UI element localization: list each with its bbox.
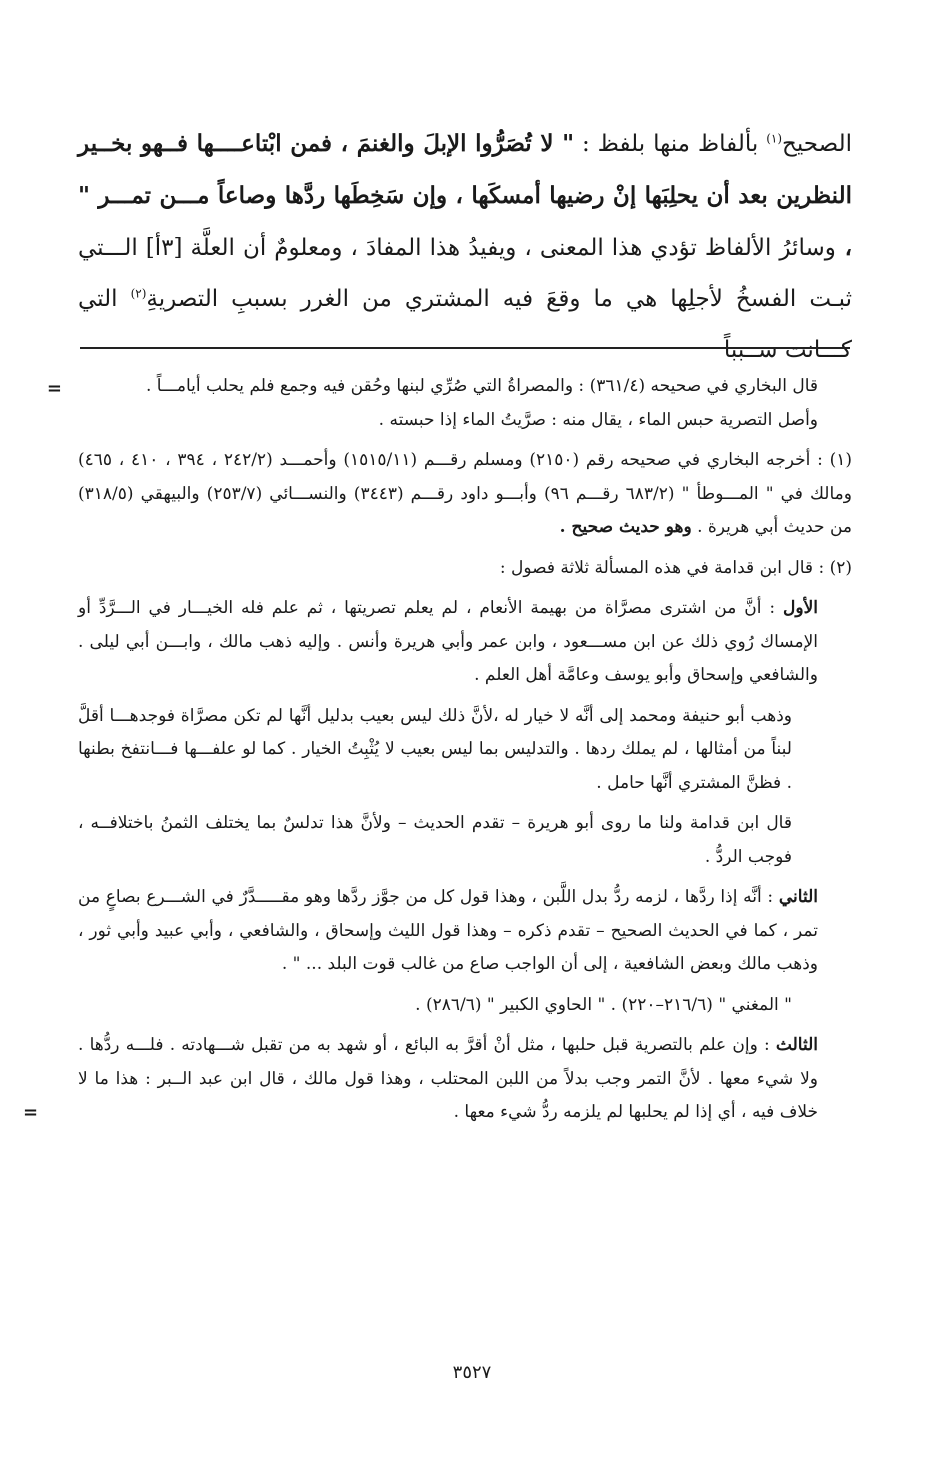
page-number: ٣٥٢٧	[452, 1362, 492, 1383]
footnote-separator	[80, 347, 850, 349]
footnote-2-citation: " المغني " (٢١٦/٦–٢٢٠) . " الحاوي الكبير " (٢٨٦/٦) .	[415, 994, 792, 1015]
footnote-2-paragraph: وذهب أبو حنيفة ومحمد إلى أنَّه لا خيار له ،لأنَّ ذلك ليس بعيب بدليل أنَّها لم تكن مصرَّاة فوجدهـــا أقلَّ لبناً من أمثالها ، لم يملك ردها . والتدليس بما ليس بعيب لا يُثْبِتُ الخيار . كما لو علفـــها فـــانتفخ بطنها . فظنَّ المشتري أنَّها حامل .	[78, 705, 792, 793]
main-text-intro: بألفاظ منها بلفظ :	[574, 131, 767, 157]
footnote-2-paragraph: قال ابن قدامة ولنا ما روى أبو هريرة – تقدم الحديث – ولأنَّ هذا تدلسٌ بما يختلف الثمنُ باختلافــه ، فوجب الردُّ .	[78, 813, 792, 867]
footnote-2-text: قال ابن قدامة في هذه المسألة ثلاثة فصول :	[499, 557, 814, 578]
footnote-2-label: (٢) :	[813, 557, 852, 578]
section-heading-first: الأول	[783, 598, 818, 618]
footnotes	[23, 370, 853, 1137]
hadith-quote: " لا تُصَرُّوا الإبلَ والغنمَ ، فمن ابْتاعــــها فــهو بخــير النظرين بعد أن يحلِبَها إنْ رضيها أمسكَها ، وإن سَخِطَها ردَّها وصاعاً مـــن تمـــر " ،	[78, 130, 852, 261]
footnote-ref-1[interactable]: (١)	[766, 131, 783, 146]
section-heading-second: الثاني	[778, 887, 818, 907]
main-text	[78, 118, 852, 376]
section-text-second: : أنَّه إذا ردَّها ، لزمه ردُّ بدل اللَّبن ، وهذا قول كل من جوَّز ردَّها وهو مقـــــدَّرٌ في الشـــرع بصاعٍ من تمر ، كما في الحديث الصحيح – تقدم ذكره – وهذا قول الليث وإسحاق ، والشافعي ، وأبي عبيد وأبي ثور ، وذهب مالك وبعض الشافعية ، إلى أن الواجب صاع من غالب قوت البلد ... " .	[78, 887, 818, 974]
continuation-mark: =	[46, 378, 62, 399]
footnote-2	[78, 552, 852, 586]
continued-footnote	[46, 370, 852, 437]
main-text-start: الصحيح	[782, 131, 852, 157]
continued-footnote-line: وأصل التصرية حبس الماء ، يقال منه : صرَّيتُ الماء إذا حبسته .	[378, 409, 818, 430]
main-text-body: وسائرُ الألفاظ تؤدي هذا المعنى ، ويفيدُ هذا المفادَ ، ومعلومٌ أن العلَّة [٣أ] الـــتي ثبـت الفسخُ لأجلِها هي ما وقعَ فيه المشتري من الغرر بسببِ التصريةِ	[78, 235, 852, 312]
footnote-ref-2[interactable]: (٢)	[130, 286, 147, 301]
footnote-2-section-first	[78, 592, 852, 693]
continued-footnote-line: قال البخاري في صحيحه (٣٦١/٤) : والمصراةُ التي صُرِّي لبنها وحُقن فيه وجمع فلم يحلب أيامـــاً .	[145, 376, 818, 396]
footnote-1-label: (١) :	[810, 450, 853, 470]
main-paragraph	[78, 118, 852, 376]
footnote-1	[78, 444, 852, 545]
section-text-first: : أنَّ من اشترى مصرَّاة من بهيمة الأنعام ، لم يعلم تصريتها ، ثم علم فله الخيـــار في الـــرَّدِّ أو الإمساك رُوي ذلك عن ابن مســـعود ، وابن عمر وأبي هريرة وأنس . وإليه ذهب مالك ، وابـــن أبي ليلى . والشافعي وإسحاق وأبو يوسف وعامَّة أهل العلم .	[78, 598, 818, 685]
footnote-2-section-third	[23, 1029, 852, 1130]
footnote-1-grading: وهو حديث صحيح .	[559, 517, 692, 537]
main-text-end: التي كـــانت ســبباً	[78, 286, 852, 363]
section-heading-third: الثالث	[775, 1035, 818, 1055]
footnote-1-text: أخرجه البخاري في صحيحه رقم (٢١٥٠) ومسلم رقـــم (١٥١٥/١١) وأحمـــد (٢٤٢/٢ ، ٣٩٤ ، ٤١٠ ، ٤٦٥) ومالك في " المـــوطأ " (٦٨٣/٢ رقـــم ٩٦) وأبـــو داود رقـــم (٣٤٤٣) والنســـائي (٢٥٣/٧) والبيهقي (٣١٨/٥) من حديث أبي هريرة .	[78, 450, 852, 537]
section-text-third: : وإن علم بالتصرية قبل حلبها ، مثل أنْ أقرَّ به البائع ، أو شهد به من تقبل شـــهادته . فلـــه ردُّها . ولا شيء معها . لأنَّ التمر وجب بدلاً من اللبن المحتلب ، وهذا قول مالك ، قال ابن عبد الــبر : هذا ما لا خلاف فيه ، أي إذا لم يحلبها لم يلزمه ردُّ شيء معها .	[78, 1035, 818, 1122]
continuation-mark-end: =	[23, 1102, 39, 1123]
footnote-2-section-second	[78, 881, 852, 982]
